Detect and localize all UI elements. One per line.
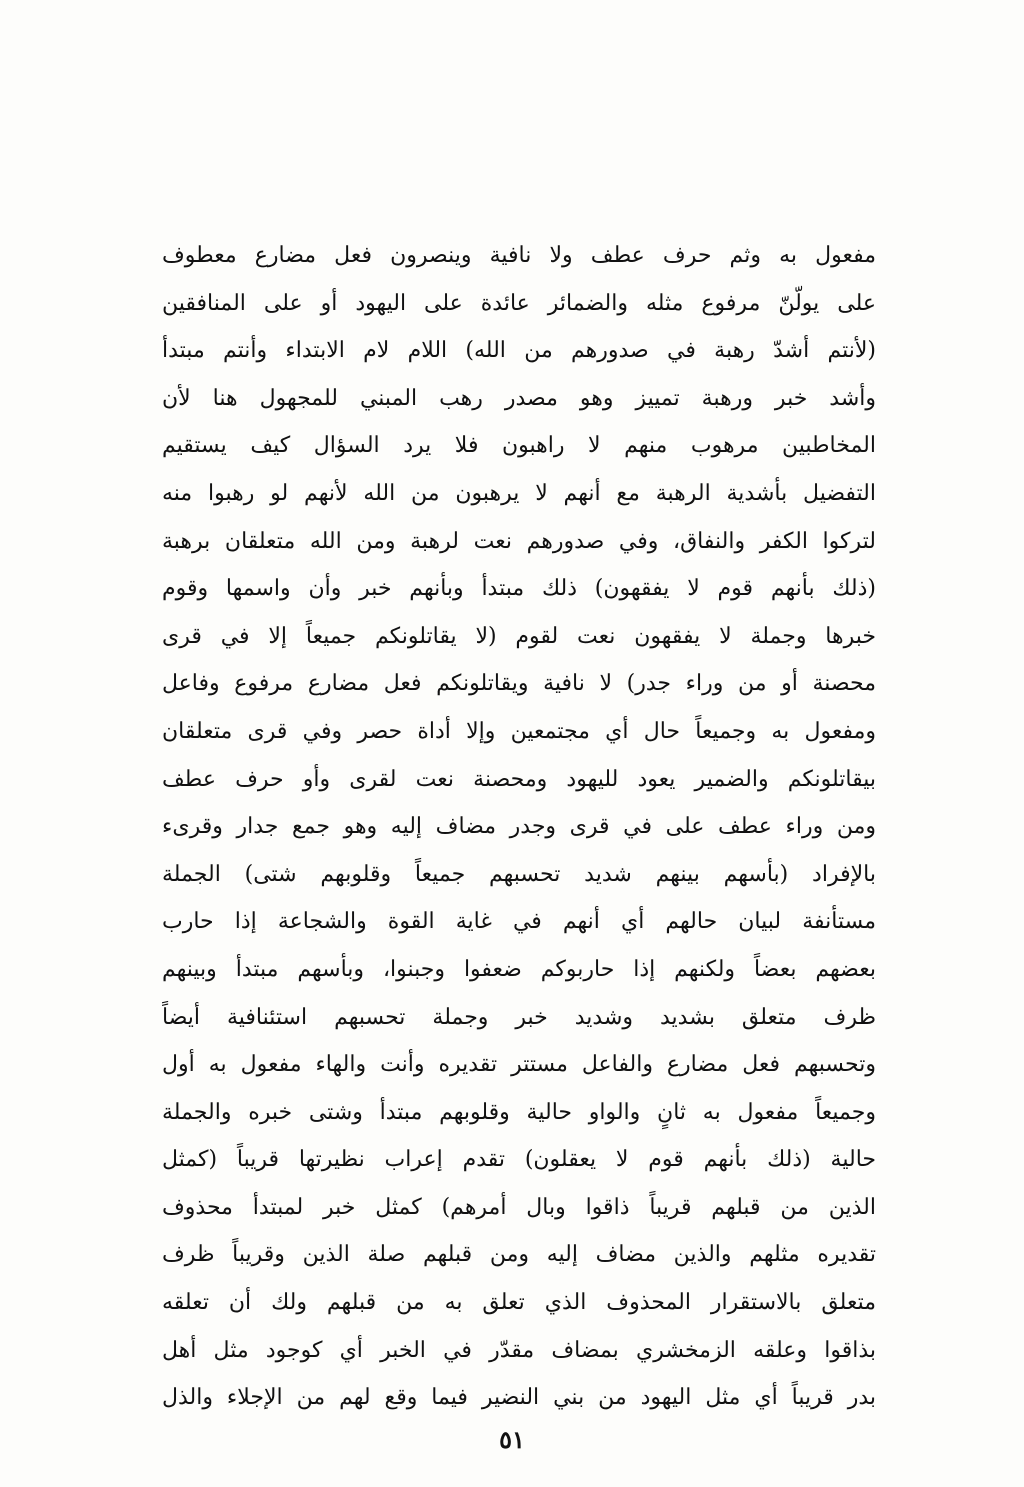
text-line: ومن وراء عطف على في قرى وجدر مضاف إليه وهو جمع جدار وقرىء (162, 814, 876, 840)
text-line: وجميعاً مفعول به ثانٍ والواو حالية وقلوبهم مبتدأ وشتى خبره والجملة (162, 1099, 876, 1125)
text-line: التفضيل بأشدية الرهبة مع أنهم لا يرهبون من الله لأنهم لو رهبوا منه (162, 480, 876, 506)
text-line: تقديره مثلهم والذين مضاف إليه ومن قبلهم صلة الذين وقريباً ظرف (162, 1242, 876, 1268)
text-line: وأشد خبر ورهبة تمييز وهو مصدر رهب المبني للمجهول هنا لأن (162, 385, 876, 411)
text-line: بذاقوا وعلقه الزمخشري بمضاف مقدّر في الخبر أي كوجود مثل أهل (162, 1337, 876, 1363)
text-line: المخاطبين مرهوب منهم لا راهبون فلا يرد السؤال كيف يستقيم (162, 433, 876, 459)
text-line: ظرف متعلق بشديد وشديد خبر وجملة تحسبهم استئنافية أيضاً (162, 1004, 876, 1030)
page-number: ٥١ (499, 1425, 525, 1454)
text-line: ومفعول به وجميعاً حال أي مجتمعين وإلا أداة حصر وفي قرى متعلقان (162, 718, 876, 744)
text-line: (لأنتم أشدّ رهبة في صدورهم من الله) اللام لام الابتداء وأنتم مبتدأ (162, 338, 876, 364)
text-line: حالية (ذلك بأنهم قوم لا يعقلون) تقدم إعراب نظيرتها قريباً (كمثل (162, 1147, 876, 1173)
text-line: بدر قريباً أي مثل اليهود من بني النضير فيما وقع لهم من الإجلاء والذل (162, 1385, 876, 1411)
body-text (162, 232, 876, 1422)
text-line: بيقاتلونكم والضمير يعود لليهود ومحصنة نعت لقرى وأو حرف عطف (162, 766, 876, 792)
text-line: الذين من قبلهم قريباً ذاقوا وبال أمرهم) كمثل خبر لمبتدأ محذوف (162, 1194, 876, 1220)
text-line: مستأنفة لبيان حالهم أي أنهم في غاية القوة والشجاعة إذا حارب (162, 909, 876, 935)
text-line: على يولّنّ مرفوع مثله والضمائر عائدة على اليهود أو على المنافقين (162, 290, 876, 316)
text-line: مفعول به وثم حرف عطف ولا نافية وينصرون فعل مضارع معطوف (162, 243, 876, 268)
text-line: خبرها وجملة لا يفقهون نعت لقوم (لا يقاتلونكم جميعاً إلا في قرى (162, 623, 876, 649)
text-line: متعلق بالاستقرار المحذوف الذي تعلق به من قبلهم ولك أن تعلقه (162, 1290, 876, 1316)
text-line: (ذلك بأنهم قوم لا يفقهون) ذلك مبتدأ وبأنهم خبر وأن واسمها وقوم (162, 576, 876, 602)
text-line: بعضهم بعضاً ولكنهم إذا حاربوكم ضعفوا وجبنوا، وبأسهم مبتدأ وبينهم (162, 956, 876, 982)
text-line: لتركوا الكفر والنفاق، وفي صدورهم نعت لرهبة ومن الله متعلقان برهبة (162, 528, 876, 554)
text-line: وتحسبهم فعل مضارع والفاعل مستتر تقديره وأنت والهاء مفعول به أول (162, 1052, 876, 1078)
text-line: بالإفراد (بأسهم بينهم شديد تحسبهم جميعاً وقلوبهم شتى) الجملة (162, 861, 876, 887)
text-line: محصنة أو من وراء جدر) لا نافية ويقاتلونكم فعل مضارع مرفوع وفاعل (162, 671, 876, 697)
